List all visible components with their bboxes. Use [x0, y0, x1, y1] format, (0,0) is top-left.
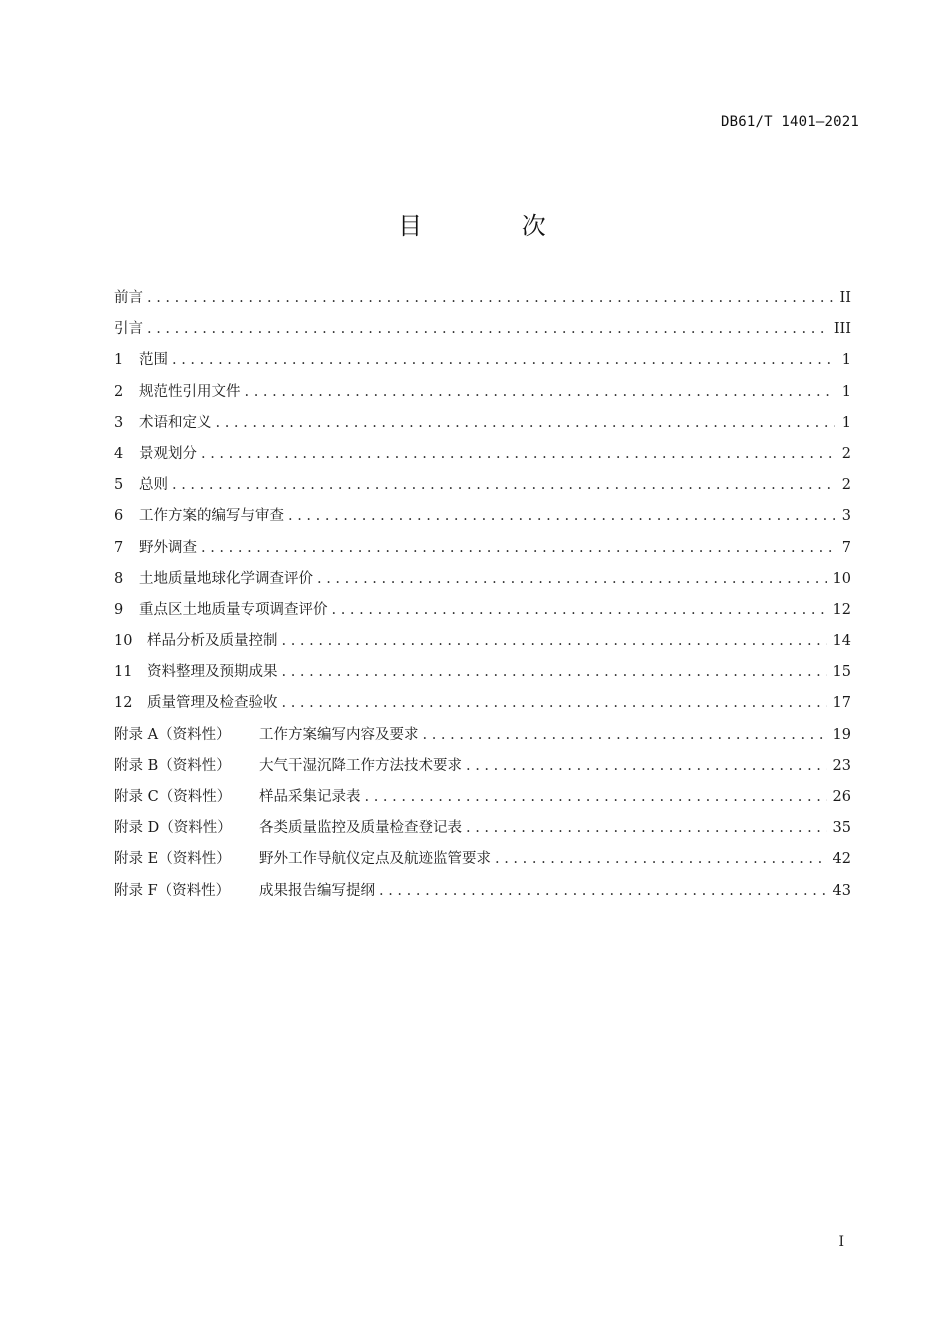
toc-entry-label: 土地质量地球化学调查评价 — [139, 570, 313, 587]
toc-entry-page: 15 — [832, 664, 851, 681]
toc-entry-number: 10 — [114, 633, 133, 650]
toc-entry-number: 11 — [114, 664, 133, 681]
toc-entry-annex-d[interactable] — [114, 813, 851, 844]
toc-entry-label: 范围 — [139, 352, 168, 369]
leader-dots — [282, 688, 827, 719]
toc-entry-number: 3 — [114, 414, 124, 431]
toc-entry-5[interactable] — [114, 470, 851, 501]
toc-entry-1[interactable] — [114, 345, 851, 376]
toc-entry-page: 35 — [832, 820, 851, 837]
toc-entry-foreword[interactable] — [114, 283, 851, 314]
toc-entry-3[interactable] — [114, 408, 851, 439]
leader-dots — [201, 439, 835, 470]
toc-entry-label: 野外工作导航仪定点及航迹监管要求 — [259, 851, 491, 868]
leader-dots — [332, 595, 827, 626]
toc-entry-label: 样品分析及质量控制 — [147, 633, 278, 650]
toc-entry-label: 前言 — [114, 290, 143, 306]
toc-entry-label: 样品采集记录表 — [259, 789, 361, 805]
toc-entry-page: 19 — [832, 726, 851, 743]
leader-dots — [216, 408, 836, 439]
toc-entry-6[interactable] — [114, 501, 851, 532]
toc-entry-introduction[interactable] — [114, 314, 851, 345]
toc-entry-number: 附录 A（资料性） — [114, 726, 231, 743]
toc-entry-4[interactable] — [114, 439, 851, 470]
leader-dots — [495, 844, 827, 875]
toc-entry-page: 1 — [841, 352, 851, 369]
table-of-contents — [114, 283, 851, 907]
page-title: 目 次 — [398, 212, 592, 240]
toc-entry-page: 1 — [841, 383, 851, 400]
toc-entry-annex-b[interactable] — [114, 751, 851, 782]
toc-entry-number: 附录 D（资料性） — [114, 820, 232, 837]
toc-entry-annex-f[interactable] — [114, 876, 851, 907]
leader-dots — [466, 751, 827, 782]
leader-dots — [379, 876, 827, 907]
leader-dots — [172, 345, 835, 376]
leader-dots — [365, 782, 827, 813]
toc-entry-page: 3 — [841, 508, 851, 525]
toc-entry-label: 成果报告编写提纲 — [259, 882, 375, 899]
leader-dots — [172, 470, 835, 501]
leader-dots — [423, 720, 827, 751]
toc-entry-page: 17 — [832, 695, 851, 712]
toc-entry-12[interactable] — [114, 688, 851, 719]
toc-entry-number: 6 — [114, 508, 124, 525]
toc-entry-label: 质量管理及检查验收 — [147, 695, 278, 712]
toc-entry-page: 2 — [841, 445, 851, 462]
toc-entry-label: 景观划分 — [139, 445, 197, 462]
toc-entry-label: 术语和定义 — [139, 414, 212, 431]
toc-entry-page: III — [833, 321, 851, 338]
toc-entry-number: 5 — [114, 477, 124, 494]
toc-entry-label: 总则 — [139, 477, 168, 494]
leader-dots — [245, 377, 836, 408]
toc-entry-page: 10 — [832, 570, 851, 587]
toc-entry-page: II — [839, 290, 851, 306]
leader-dots — [466, 813, 827, 844]
toc-entry-number: 附录 C（资料性） — [114, 789, 232, 805]
toc-entry-annex-c[interactable] — [114, 782, 851, 813]
leader-dots — [282, 657, 827, 688]
toc-entry-number: 7 — [114, 539, 124, 556]
toc-entry-number: 2 — [114, 383, 124, 400]
toc-entry-label: 资料整理及预期成果 — [147, 664, 278, 681]
toc-entry-number: 附录 B（资料性） — [114, 757, 231, 774]
toc-entry-number: 1 — [114, 352, 124, 369]
toc-entry-page: 14 — [832, 633, 851, 650]
toc-entry-page: 12 — [832, 601, 851, 618]
leader-dots — [282, 626, 827, 657]
toc-entry-10[interactable] — [114, 626, 851, 657]
toc-entry-number: 12 — [114, 695, 133, 712]
toc-entry-label: 重点区土地质量专项调查评价 — [139, 601, 328, 618]
toc-entry-label: 各类质量监控及质量检查登记表 — [259, 820, 462, 837]
page-number: I — [838, 1234, 844, 1250]
toc-entry-number: 附录 F（资料性） — [114, 882, 231, 899]
leader-dots — [201, 533, 835, 564]
toc-entry-number: 8 — [114, 570, 124, 587]
leader-dots — [147, 314, 828, 345]
leader-dots — [317, 564, 827, 595]
toc-entry-page: 43 — [832, 882, 851, 899]
toc-entry-page: 42 — [832, 851, 851, 868]
toc-entry-page: 1 — [841, 414, 851, 431]
toc-entry-11[interactable] — [114, 657, 851, 688]
toc-entry-page: 26 — [832, 789, 851, 805]
toc-entry-number: 9 — [114, 601, 124, 618]
toc-entry-page: 2 — [841, 477, 851, 494]
leader-dots — [288, 501, 835, 532]
document-code: DB61/T 1401—2021 — [720, 114, 859, 130]
toc-entry-annex-a[interactable] — [114, 720, 851, 751]
toc-entry-label: 规范性引用文件 — [139, 383, 241, 400]
toc-entry-label: 工作方案编写内容及要求 — [259, 726, 419, 743]
toc-entry-8[interactable] — [114, 564, 851, 595]
toc-entry-annex-e[interactable] — [114, 844, 851, 875]
toc-entry-page: 7 — [841, 539, 851, 556]
toc-entry-label: 引言 — [114, 321, 143, 338]
toc-entry-label: 大气干湿沉降工作方法技术要求 — [259, 757, 462, 774]
toc-entry-page: 23 — [832, 757, 851, 774]
toc-entry-number: 4 — [114, 445, 124, 462]
toc-entry-2[interactable] — [114, 377, 851, 408]
toc-entry-label: 工作方案的编写与审查 — [139, 508, 284, 525]
toc-entry-9[interactable] — [114, 595, 851, 626]
toc-entry-7[interactable] — [114, 533, 851, 564]
leader-dots — [147, 283, 834, 314]
toc-entry-number: 附录 E（资料性） — [114, 851, 231, 868]
toc-entry-label: 野外调查 — [139, 539, 197, 556]
